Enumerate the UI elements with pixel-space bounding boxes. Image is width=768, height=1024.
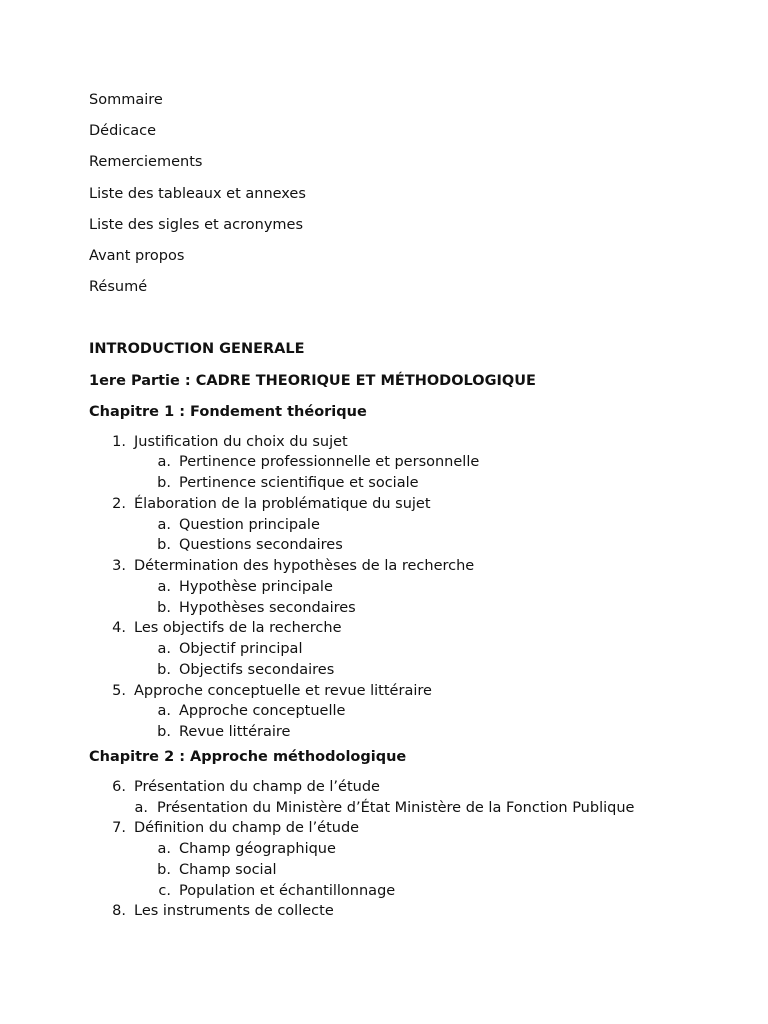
list-marker: 4. xyxy=(112,620,126,637)
list-marker: 6. xyxy=(112,778,126,795)
outline-item-level-1 xyxy=(89,494,749,515)
list-item-text: Question principale xyxy=(179,516,320,533)
front-matter-avant-propos: Avant propos xyxy=(89,247,185,264)
chapter-1-outline xyxy=(89,432,749,743)
list-marker: b. xyxy=(157,475,171,492)
outline-item-level-2 xyxy=(89,860,749,881)
list-marker: c. xyxy=(158,882,171,899)
list-marker: b. xyxy=(157,599,171,616)
outline-item-level-2 xyxy=(89,881,749,902)
list-marker: b. xyxy=(157,861,171,878)
outline-item-level-1 xyxy=(89,901,749,922)
list-item-text: Définition du champ de l’étude xyxy=(134,820,360,837)
outline-item-level-2 xyxy=(89,473,749,494)
list-marker: 2. xyxy=(112,495,126,512)
list-marker: 5. xyxy=(112,682,126,699)
front-matter-remerciements: Remerciements xyxy=(89,154,203,171)
outline-item-level-2 xyxy=(89,515,749,536)
outline-item-level-2 xyxy=(89,701,749,722)
list-item-text: Les objectifs de la recherche xyxy=(134,620,342,637)
list-item-text: Objectifs secondaires xyxy=(179,661,335,678)
outline-item-level-1 xyxy=(89,432,749,453)
list-marker: a. xyxy=(157,703,171,720)
document-page xyxy=(89,89,749,922)
front-matter-resume: Résumé xyxy=(89,279,148,296)
list-item-text: Présentation du Ministère d’État Ministère de la Fonction Publique xyxy=(157,799,635,816)
outline-item-level-2 xyxy=(89,577,749,598)
list-item-text: Population et échantillonnage xyxy=(179,882,396,899)
list-marker: 3. xyxy=(112,558,126,575)
list-item-text: Revue littéraire xyxy=(179,724,291,741)
outline-item-level-2 xyxy=(89,598,749,619)
outline-item-level-2 xyxy=(89,639,749,660)
heading-part-1: 1ere Partie : CADRE THEORIQUE ET MÉTHODOLOGIQUE xyxy=(89,372,536,389)
outline-item-level-2 xyxy=(89,722,749,743)
list-item-text: Questions secondaires xyxy=(179,537,343,554)
outline-item-level-1 xyxy=(89,818,749,839)
list-item-text: Pertinence professionnelle et personnelle xyxy=(179,454,480,471)
list-item-text: Objectif principal xyxy=(179,641,303,658)
outline-item-level-2 xyxy=(89,660,749,681)
list-marker: a. xyxy=(157,841,171,858)
section-spacer xyxy=(89,307,749,338)
list-marker: b. xyxy=(157,661,171,678)
list-item-text: Champ social xyxy=(179,861,277,878)
list-item-text: Présentation du champ de l’étude xyxy=(134,778,380,795)
outline-item-level-2 xyxy=(89,839,749,860)
list-item-text: Champ géographique xyxy=(179,841,336,858)
outline-item-level-1 xyxy=(89,556,749,577)
list-item-text: Hypothèse principale xyxy=(179,578,333,595)
chapter-2-title: Chapitre 2 : Approche méthodologique xyxy=(89,748,407,765)
list-item-text: Hypothèses secondaires xyxy=(179,599,356,616)
list-marker: a. xyxy=(157,516,171,533)
outline-item-level-1 xyxy=(89,618,749,639)
front-matter-dedicace: Dédicace xyxy=(89,123,157,140)
list-marker: a. xyxy=(157,578,171,595)
list-marker: b. xyxy=(157,537,171,554)
chapter-2-outline xyxy=(89,777,749,922)
front-matter-liste-tableaux: Liste des tableaux et annexes xyxy=(89,185,306,202)
list-item-text: Approche conceptuelle et revue littéraire xyxy=(134,682,432,699)
chapter-1-title: Chapitre 1 : Fondement théorique xyxy=(89,403,367,420)
list-marker: 1. xyxy=(112,433,126,450)
outline-item-level-2 xyxy=(89,535,749,556)
list-item-text: Justification du choix du sujet xyxy=(134,433,348,450)
list-marker: 8. xyxy=(112,903,126,920)
list-marker: b. xyxy=(157,724,171,741)
list-marker: 7. xyxy=(112,820,126,837)
front-matter-liste-sigles: Liste des sigles et acronymes xyxy=(89,216,304,233)
list-item-text: Les instruments de collecte xyxy=(134,903,334,920)
outline-item-level-1 xyxy=(89,681,749,702)
heading-introduction: INTRODUCTION GENERALE xyxy=(89,341,305,358)
list-item-text: Pertinence scientifique et sociale xyxy=(179,475,419,492)
outline-item-level-1 xyxy=(89,777,749,798)
front-matter-sommaire: Sommaire xyxy=(89,92,163,108)
outline-item-level-2 xyxy=(89,452,749,473)
list-marker: a. xyxy=(157,454,171,471)
list-marker: a. xyxy=(157,641,171,658)
outline-item-level-2 xyxy=(89,798,749,819)
list-marker: a. xyxy=(134,799,148,816)
list-item-text: Approche conceptuelle xyxy=(179,703,346,720)
list-item-text: Élaboration de la problématique du sujet xyxy=(134,495,431,512)
list-item-text: Détermination des hypothèses de la recherche xyxy=(134,558,475,575)
